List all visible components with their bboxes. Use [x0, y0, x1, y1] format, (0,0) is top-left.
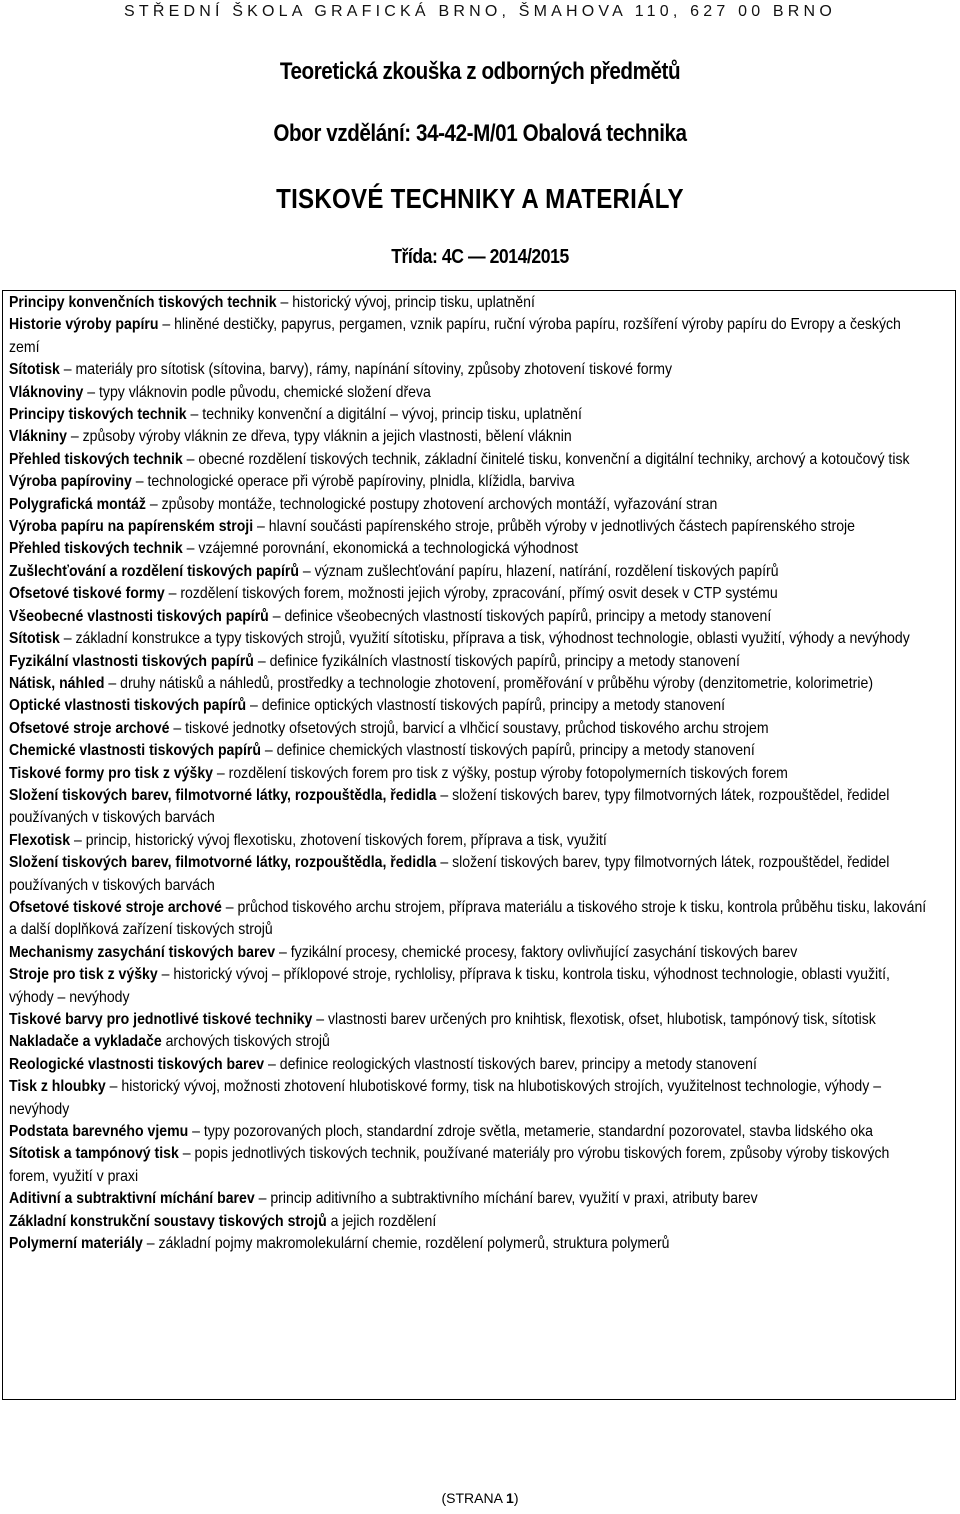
topic-description: – definice reologických vlastností tiskových barev, principy a metody stanovení: [264, 1055, 757, 1073]
topic-description: – vlastnosti barev určených pro knihtisk, flexotisk, ofset, hlubotisk, tampónový tisk, sítotisk: [312, 1011, 876, 1028]
topic-heading: Tisk z hloubky: [9, 1078, 106, 1096]
topic-description: – historický vývoj – příklopové stroje, rychlolisy, příprava k tisku, kontrola tisku, výhodnost technologie, oblasti využití, výhody – nevýhody: [9, 966, 890, 1006]
exam-title: Teoretická zkouška z odborných předmětů: [279, 58, 681, 85]
topic-item: [9, 1143, 933, 1188]
topic-description: – význam zušlechťování papíru, hlazení, natírání, rozdělení tiskových papírů: [298, 562, 779, 580]
topic-heading: Fyzikální vlastnosti tiskových papírů: [9, 652, 254, 670]
topic-item: [9, 1188, 933, 1210]
topic-description: – princip, historický vývoj flexotisku, zhotovení tiskových forem, příprava a tisk, využití: [70, 831, 607, 849]
topic-heading: Ofsetové stroje archové: [9, 719, 170, 737]
topic-item: [9, 314, 933, 359]
footer-prefix: (STRANA: [441, 1490, 507, 1506]
topic-item: [9, 1076, 933, 1121]
topic-heading: Sítotisk a tampónový tisk: [9, 1145, 179, 1163]
topic-heading: Vlákniny: [9, 428, 67, 446]
topic-description: archových tiskových strojů: [161, 1033, 330, 1051]
topic-heading: Flexotisk: [9, 831, 71, 849]
topic-description: – typy vláknovin podle původu, chemické složení dřeva: [83, 383, 431, 401]
topic-item: [9, 763, 933, 785]
topic-description: – vzájemné porovnání, ekonomická a technologická výhodnost: [182, 540, 578, 558]
topic-item: [9, 1031, 933, 1053]
topic-description: – technologické operace při výrobě papíroviny, plnidla, klížidla, barviva: [131, 473, 575, 491]
topic-description: – hlavní součásti papírenského stroje, průběh výroby v jednotlivých částech papírenského stroje: [253, 518, 855, 536]
topic-item: [9, 516, 933, 538]
school-header: STŘEDNÍ ŠKOLA GRAFICKÁ BRNO, ŠMAHOVA 110, 627 00 BRNO: [124, 3, 836, 20]
topic-item: [9, 1211, 933, 1233]
topic-heading: Polygrafická montáž: [9, 495, 146, 513]
topic-item: [9, 471, 933, 493]
topic-heading: Tiskové formy pro tisk z výšky: [9, 764, 213, 782]
topic-heading: Tiskové barvy pro jednotlivé tiskové techniky: [9, 1011, 313, 1028]
topic-description: – rozdělení tiskových forem, možnosti jejich výroby, zpracování, přímý osvit desek v CTP systému: [164, 585, 778, 603]
topic-description: – definice všeobecných vlastností tiskových papírů, principy a metody stanovení: [268, 607, 772, 625]
topic-item: [9, 404, 933, 426]
topic-description: – typy pozorovaných ploch, standardní zdroje světla, metamerie, standardní pozorovatel, stavba lidského oka: [188, 1123, 874, 1141]
topic-item: [9, 897, 933, 942]
footer-suffix: ): [513, 1490, 519, 1506]
topic-description: – složení tiskových barev, typy filmotvorných látek, rozpouštědel, ředidel používaných v tiskových barvách: [9, 854, 890, 894]
topic-item: [9, 1009, 933, 1031]
topic-description: – historický vývoj, možnosti zhotovení hlubotiskové formy, tisk na hlubotiskových strojích, využitelnost technologie, výhody – nevýhody: [9, 1078, 882, 1118]
topic-heading: Ofsetové tiskové formy: [9, 585, 165, 603]
topic-item: [9, 583, 933, 605]
topic-heading: Optické vlastnosti tiskových papírů: [9, 697, 247, 715]
topic-heading: Principy tiskových technik: [9, 406, 187, 424]
topic-item: [9, 695, 933, 717]
topic-description: – rozdělení tiskových forem pro tisk z výšky, postup výroby fotopolymerních tiskových forem: [212, 764, 788, 782]
topic-item: [9, 449, 933, 471]
topic-item: [9, 1233, 933, 1255]
topic-item: [9, 785, 933, 830]
topic-description: – tiskové jednotky ofsetových strojů, barvicí a vlhčicí soustavy, průchod tiskového archu strojem: [169, 719, 769, 737]
topic-heading: Vláknoviny: [9, 383, 84, 401]
topic-description: – definice optických vlastností tiskových papírů, principy a metody stanovení: [246, 697, 726, 715]
topic-description: – způsoby výroby vláknin ze dřeva, typy vláknin a jejich vlastnosti, bělení vláknin: [66, 428, 572, 446]
topic-heading: Výroba papíroviny: [9, 473, 132, 491]
topic-item: [9, 651, 933, 673]
topic-heading: Nakladače a vykladače: [9, 1033, 162, 1051]
topic-heading: Chemické vlastnosti tiskových papírů: [9, 742, 261, 760]
topic-heading: Přehled tiskových technik: [9, 450, 183, 468]
topic-description: – obecné rozdělení tiskových technik, základní činitelé tisku, konvenční a digitální techniky, archový a kotoučový tisk: [182, 450, 910, 468]
topic-heading: Sítotisk: [9, 361, 60, 379]
topic-item: [9, 494, 933, 516]
topic-description: – materiály pro sítotisk (sítovina, barvy), rámy, napínání sítoviny, způsoby zhotovení tiskové formy: [59, 361, 673, 379]
topic-description: – základní pojmy makromolekulární chemie, rozdělení polymerů, struktura polymerů: [142, 1235, 670, 1253]
topic-description: – definice fyzikálních vlastností tiskových papírů, principy a metody stanovení: [253, 652, 740, 670]
topic-heading: Stroje pro tisk z výšky: [9, 966, 158, 984]
topic-heading: Sítotisk: [9, 630, 60, 648]
topic-item: [9, 964, 933, 1009]
topic-heading: Složení tiskových barev, filmotvorné látky, rozpouštědla, ředidla: [9, 854, 437, 872]
topic-item: [9, 1121, 933, 1143]
topic-heading: Všeobecné vlastnosti tiskových papírů: [9, 607, 269, 625]
topic-description: – způsoby montáže, technologické postupy zhotovení archových montáží, vyřazování stran: [145, 495, 718, 513]
page-footer: [0, 1490, 960, 1506]
topic-description: – historický vývoj, princip tisku, uplatnění: [276, 294, 535, 311]
topic-item: [9, 942, 933, 964]
page-number: 1: [506, 1490, 514, 1506]
topic-item: [9, 718, 933, 740]
topic-description: – hliněné destičky, papyrus, pergamen, vznik papíru, ruční výroba papíru, rozšíření výroby papíru do Evropy a českých zemí: [9, 316, 901, 356]
field-of-study: Obor vzdělání: 34-42-M/01 Obalová technika: [273, 120, 687, 147]
topic-item: [9, 382, 933, 404]
topic-description: – definice chemických vlastností tiskových papírů, principy a metody stanovení: [260, 742, 755, 760]
topic-heading: Principy konvenčních tiskových technik: [9, 294, 277, 311]
topic-heading: Polymerní materiály: [9, 1235, 143, 1253]
topic-heading: Složení tiskových barev, filmotvorné látky, rozpouštědla, ředidla: [9, 786, 437, 804]
topic-heading: Mechanismy zasychání tiskových barev: [9, 943, 276, 961]
topic-heading: Zušlechťování a rozdělení tiskových papírů: [9, 562, 299, 580]
topic-heading: Aditivní a subtraktivní míchání barev: [9, 1190, 255, 1208]
topic-heading: Historie výroby papíru: [9, 316, 159, 334]
topic-item: [9, 359, 933, 381]
topic-item: [9, 606, 933, 628]
topic-heading: Nátisk, náhled: [9, 674, 105, 692]
topic-heading: Výroba papíru na papírenském stroji: [9, 518, 254, 536]
topic-item: [9, 628, 933, 650]
topic-item: [9, 673, 933, 695]
topic-item: [9, 426, 933, 448]
topic-heading: Ofsetové tiskové stroje archové: [9, 898, 222, 916]
topic-item: [9, 561, 933, 583]
topic-heading: Základní konstrukční soustavy tiskových strojů: [9, 1212, 327, 1230]
topic-item: [9, 538, 933, 560]
topic-description: – popis jednotlivých tiskových technik, používané materiály pro výrobu tiskových forem, způsoby výroby tiskových forem, využití v praxi: [9, 1145, 890, 1185]
topics-list: [9, 292, 933, 1255]
topic-heading: Reologické vlastnosti tiskových barev: [9, 1055, 265, 1073]
topic-item: [9, 830, 933, 852]
subject-title: TISKOVÉ TECHNIKY A MATERIÁLY: [276, 183, 684, 214]
topic-description: – fyzikální procesy, chemické procesy, faktory ovlivňující zasychání tiskových barev: [275, 943, 798, 961]
topic-description: – průchod tiskového archu strojem, příprava materiálu a tiskového stroje k tisku, kontrola průběhu tisku, lakování a další doplňková zařízení tiskových strojů: [9, 898, 927, 939]
topic-heading: Přehled tiskových technik: [9, 540, 183, 558]
topic-description: – základní konstrukce a typy tiskových strojů, využití sítotisku, příprava a tisk, výhodnost technologie, oblasti využití, výhody a nevýhody: [59, 630, 910, 648]
class-year: Třída: 4C — 2014/2015: [391, 246, 569, 268]
topic-description: – techniky konvenční a digitální – vývoj, princip tisku, uplatnění: [186, 406, 582, 424]
topic-item: [9, 292, 933, 314]
topic-description: – složení tiskových barev, typy filmotvorných látek, rozpouštědel, ředidel používaných v tiskových barvách: [9, 786, 890, 827]
topic-item: [9, 852, 933, 897]
topic-description: a jejich rozdělení: [326, 1212, 437, 1230]
topic-description: – druhy nátisků a náhledů, prostředky a technologie zhotovení, proměřování v průběhu výroby (denzitometrie, kolorimetrie): [104, 674, 874, 692]
topic-item: [9, 1054, 933, 1076]
topic-heading: Podstata barevného vjemu: [9, 1123, 189, 1141]
topic-item: [9, 740, 933, 762]
topic-description: – princip aditivního a subtraktivního míchání barev, využití v praxi, atributy barev: [254, 1190, 758, 1208]
topics-box: [2, 290, 956, 1400]
